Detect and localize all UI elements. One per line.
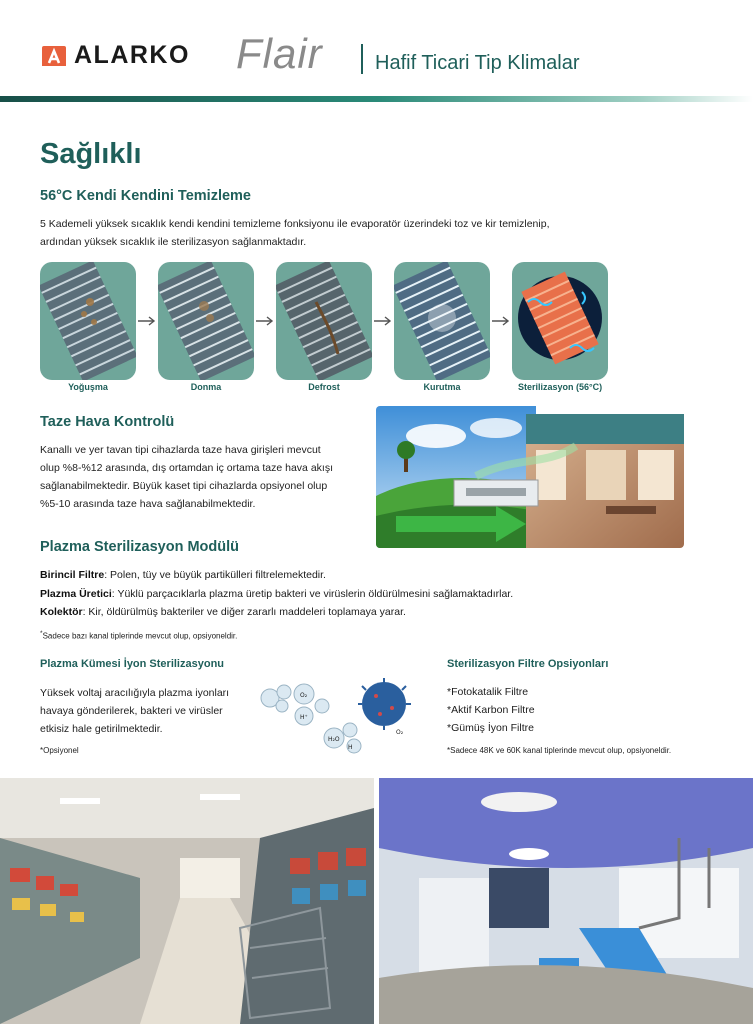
plasma-item-term: Kolektör xyxy=(40,606,83,618)
plasma-item-term: Birincil Filtre xyxy=(40,569,105,581)
ion-line: Yüksek voltaj aracılığıyla plazma iyonları xyxy=(40,687,230,699)
drying-coil-icon xyxy=(394,262,490,380)
ion-note: *Opsiyonel xyxy=(40,746,79,755)
step-label: Kurutma xyxy=(423,382,461,392)
ion-line: etkisiz hale getirilmektedir. xyxy=(40,723,163,735)
plasma-item xyxy=(40,566,513,585)
sterilization-coil-icon xyxy=(512,262,608,380)
page-title: Sağlıklı xyxy=(40,138,142,170)
plasma-item xyxy=(40,585,513,604)
frozen-coil-icon xyxy=(158,262,254,380)
ion-title: Plazma Kümesi İyon Sterilizasyonu xyxy=(40,658,225,670)
plasma-components xyxy=(40,566,513,622)
plasma-item-desc: : Polen, tüy ve büyük partikülleri filtrelemektedir. xyxy=(104,569,326,581)
plasma-note-text: Sadece bazı kanal tiplerinde mevcut olup, opsiyoneldir. xyxy=(42,631,238,641)
filter-item: *Gümüş İyon Filtre xyxy=(447,722,534,734)
plasma-item-desc: : Yüklü parçacıklarla plazma üretip bakteri ve virüslerin öldürülmesini sağlamaktadırlar. xyxy=(111,587,514,600)
condensation-coil-icon xyxy=(40,262,136,380)
header-divider xyxy=(361,44,363,74)
ion-text xyxy=(40,684,270,738)
brand-name: ALARKO xyxy=(74,41,190,69)
molecule-label: H₂O xyxy=(328,736,340,743)
defrost-coil-icon xyxy=(276,262,372,380)
filter-item: *Aktif Karbon Filtre xyxy=(447,704,535,716)
self-clean-text-line: 5 Kademeli yüksek sıcaklık kendi kendini temizleme fonksiyonu ile evaporatör üzerindeki toz ve kir temizlenip, xyxy=(40,218,550,230)
step-label: Sterilizasyon (56°C) xyxy=(517,382,603,392)
molecule-label: O₂ xyxy=(300,692,308,699)
plasma-note xyxy=(40,630,237,641)
arrow-right-icon xyxy=(374,316,392,326)
filters-title: Sterilizasyon Filtre Opsiyonları xyxy=(447,658,609,670)
step-label: Defrost xyxy=(308,382,340,392)
step-label: Yoğuşma xyxy=(68,382,108,392)
arrow-right-icon xyxy=(492,316,510,326)
fresh-air-illustration xyxy=(376,406,684,548)
arrow-right-icon xyxy=(256,316,274,326)
fresh-air-title: Taze Hava Kontrolü xyxy=(40,414,175,430)
arrow-right-icon xyxy=(138,316,156,326)
page-header xyxy=(0,0,753,102)
filters-note: *Sadece 48K ve 60K kanal tiplerinde mevcut olup, opsiyoneldir. xyxy=(447,746,672,755)
dental-clinic-photo xyxy=(379,778,753,1024)
molecule-label: H⁺ xyxy=(300,714,308,721)
fresh-air-line: %5-10 arasında taze hava sağlanabilmektedir. xyxy=(40,498,256,510)
plasma-note-star: * xyxy=(40,630,43,637)
self-clean-text-line: ardından yüksek sıcaklık ile sterilizasyon sağlanmaktadır. xyxy=(40,236,307,248)
plasma-item xyxy=(40,603,513,622)
alarko-logo-icon xyxy=(40,44,68,68)
ion-line: havaya gönderilerek, bakteri ve virüsler xyxy=(40,705,223,717)
header-gradient-bar xyxy=(0,96,753,102)
fresh-air-line: Kanallı ve yer tavan tipi cihazlarda taze hava girişleri mevcut xyxy=(40,444,321,456)
step-label: Donma xyxy=(190,382,222,392)
product-name: Flair xyxy=(236,30,323,77)
plasma-item-term: Plazma Üretici xyxy=(40,587,112,600)
fresh-air-line: olup %8-%12 arasında, dış ortamdan iç ortama taze hava akışı xyxy=(40,462,333,474)
plasma-item-desc: : Kir, öldürülmüş bakteriler ve diğer zararlı maddeleri toplamaya yarar. xyxy=(82,606,406,618)
supermarket-photo xyxy=(0,778,374,1024)
molecule-label: O₂ xyxy=(396,729,404,736)
ion-molecules-icon xyxy=(256,676,416,766)
molecule-label: H xyxy=(348,744,353,751)
self-clean-title: 56°C Kendi Kendini Temizleme xyxy=(40,188,251,204)
header-subtitle: Hafif Ticari Tip Klimalar xyxy=(375,52,580,74)
plasma-title: Plazma Sterilizasyon Modülü xyxy=(40,539,240,555)
fresh-air-text xyxy=(40,441,370,513)
filter-list xyxy=(447,683,535,737)
fresh-air-line: sağlanabilmektedir. Büyük kaset tipi cihazlarda opsiyonel olup xyxy=(40,480,328,492)
self-clean-text xyxy=(40,215,680,251)
filter-item: *Fotokatalik Filtre xyxy=(447,686,529,698)
